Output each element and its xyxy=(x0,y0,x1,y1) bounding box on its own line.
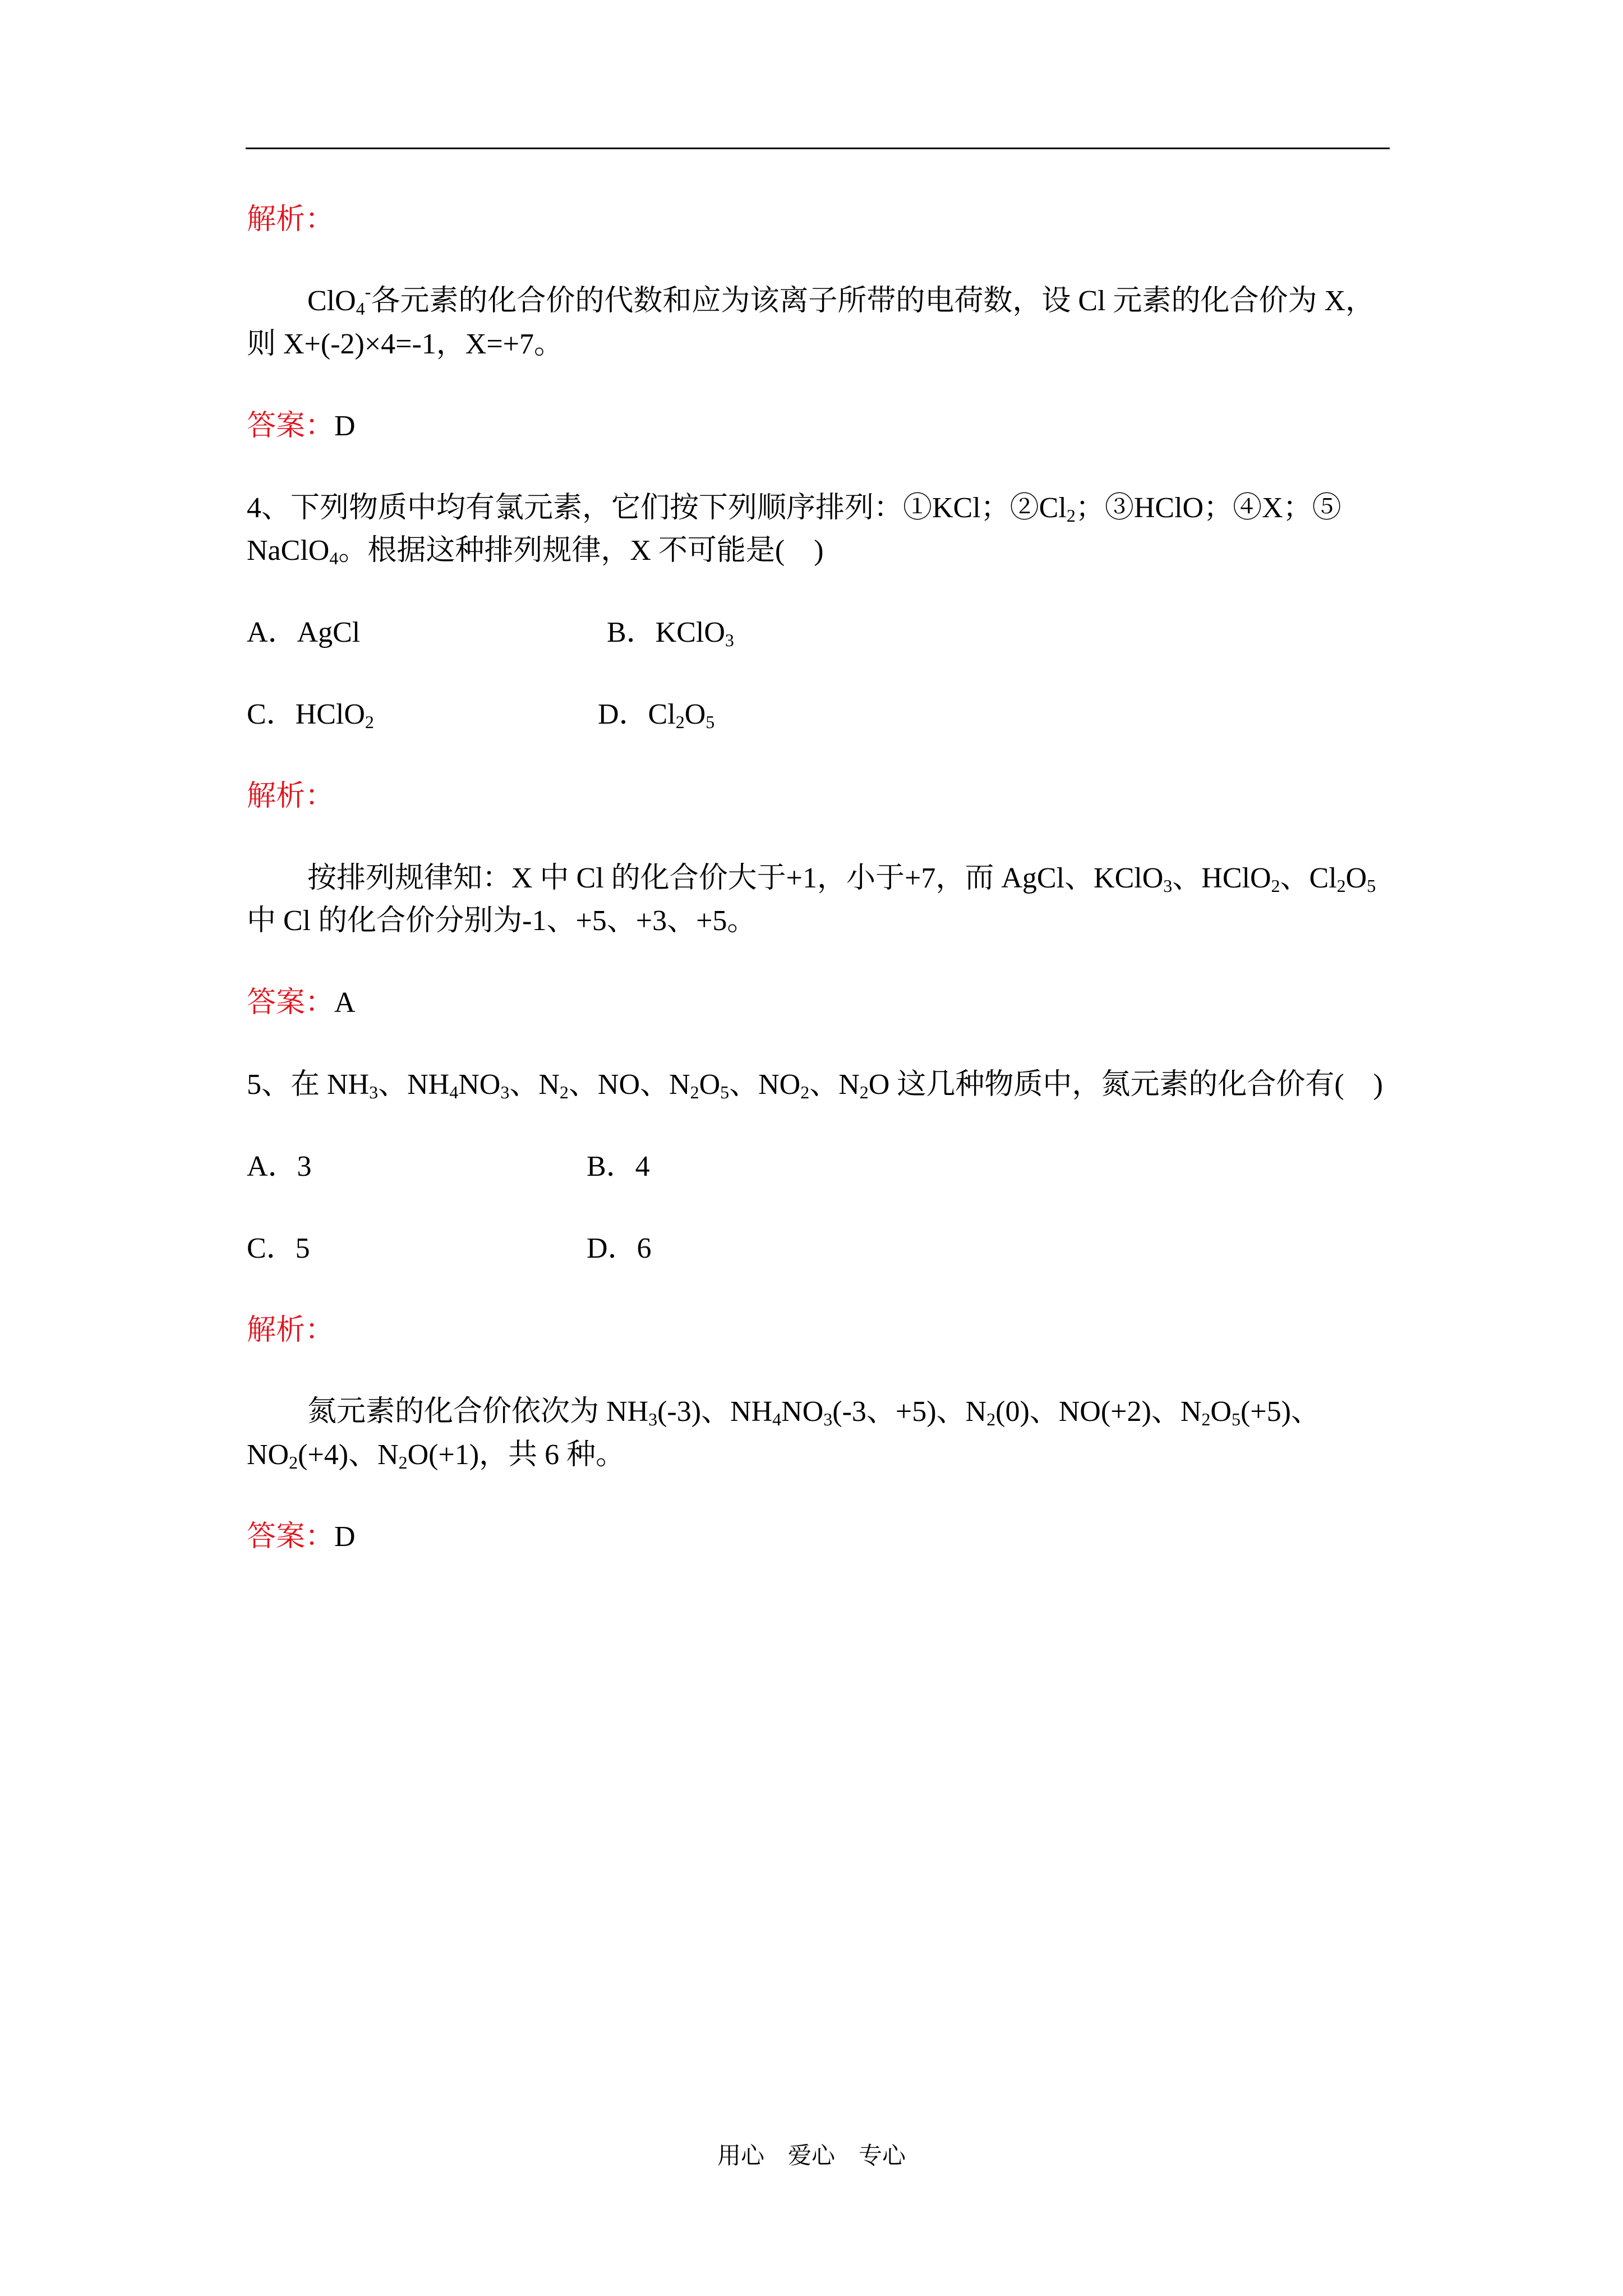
analysis-label: 解析： xyxy=(247,780,335,812)
option-d: D．6 xyxy=(587,1232,652,1264)
analysis-text: ClO$_4$-各元素的化合价的代数和应为该离子所带的电荷数，设 Cl 元素的化合价为 X， xyxy=(307,282,1375,319)
option-c: C．5 xyxy=(247,1232,310,1264)
question-4-text: NaClO$_4$。根据这种排列规律，X 不可能是( ) xyxy=(247,535,824,568)
analysis-text: $NO_2(+4)$、$N_2O(+1)$，共 6 种。 xyxy=(247,1439,625,1473)
question-4-text: 4、下列物质中均有氯元素，它们按下列顺序排列：①KCl；$②Cl_2$；③HClO；④X；⑤ xyxy=(247,492,1341,526)
analysis-label: 解析： xyxy=(247,1314,335,1346)
option-b: B．4 xyxy=(587,1151,650,1182)
answer-line: 答案：D xyxy=(247,410,356,442)
analysis-text: 氮元素的化合价依次为 $NH_3(-3)$、$NH_4NO_3(-3$、+5)、$N_2(0)$、NO(+2)、$N_2O_5(+5)$、 xyxy=(307,1396,1320,1429)
option-a: A．3 xyxy=(247,1151,312,1182)
header-rule xyxy=(246,148,1390,149)
analysis-label: 解析： xyxy=(247,204,335,236)
page-footer: 用心 爱心 专心 xyxy=(717,2143,906,2169)
option-c: C．HClO$_2$ xyxy=(247,698,374,732)
analysis-text: 中 Cl 的化合价分别为-1、+5、+3、+5。 xyxy=(247,905,757,937)
analysis-text: 按排列规律知：X 中 Cl 的化合价大于+1，小于+7，而 AgCl、KClO$_3$、HClO$_2$、$Cl_2O_5$ xyxy=(307,862,1376,896)
option-d: D．$Cl_2O_5$ xyxy=(598,698,715,732)
option-b: B．KClO$_3$ xyxy=(607,616,734,650)
answer-line: 答案：D xyxy=(247,1521,356,1553)
question-5-text: 5、在 $NH_3$、$NH_4NO_3$、$N_2$、NO、$N_2O_5$、$NO_2$、$N_2O$ 这几种物质中，氮元素的化合价有( ) xyxy=(247,1069,1383,1102)
option-a: A．AgCl xyxy=(247,616,361,648)
analysis-text: 则 X+(-2)×4=-1，X=+7。 xyxy=(247,328,564,360)
answer-line: 答案：A xyxy=(247,987,356,1019)
